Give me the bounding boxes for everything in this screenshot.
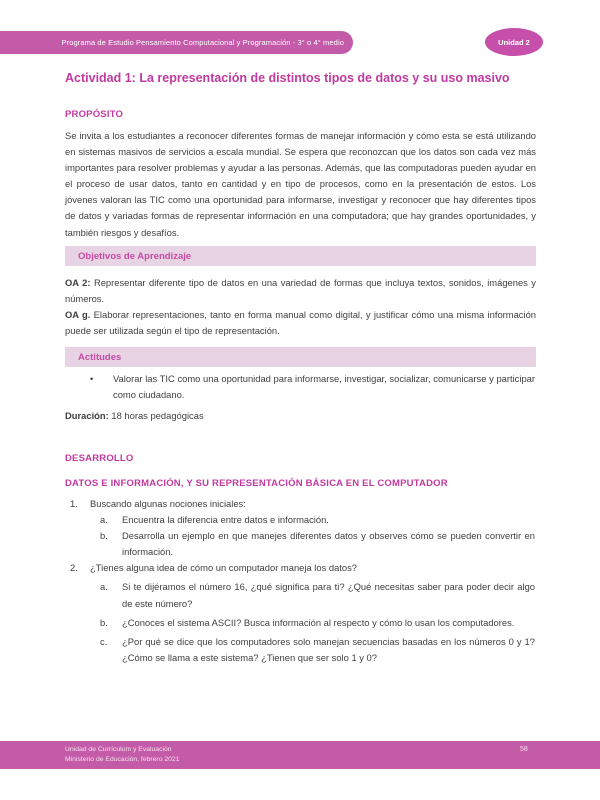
- datos-subheading: DATOS E INFORMACIÓN, Y SU REPRESENTACIÓN BÁSICA EN EL COMPUTADOR: [65, 478, 448, 489]
- actitudes-banner: [65, 347, 536, 367]
- list-item-1-number: 1.: [70, 498, 78, 509]
- footer-bar: [0, 741, 600, 769]
- list-item-2b: [100, 615, 535, 631]
- unit-badge-label: Unidad 2: [498, 37, 530, 47]
- proposito-heading: PROPÓSITO: [65, 109, 124, 120]
- footer-credits: [65, 745, 179, 764]
- page-number: 58: [520, 746, 528, 753]
- list-item-1b-text: Desarrolla un ejemplo en que manejes diferentes datos y observes cómo se pueden convertir en información.: [122, 530, 535, 558]
- duracion-text: 18 horas pedagógicas: [108, 410, 204, 421]
- oag-paragraph: [65, 307, 536, 339]
- oa2-text: Representar diferente tipo de datos en una variedad de formas que incluya textos, sonidos, imágenes y números.: [65, 277, 536, 305]
- list-item-1b-letter: b.: [100, 530, 108, 542]
- oa2-label: OA 2:: [65, 277, 91, 288]
- list-item-2-text: ¿Tienes alguna idea de cómo un computador maneja los datos?: [90, 562, 358, 574]
- activity-list: [65, 496, 535, 666]
- proposito-paragraph: Se invita a los estudiantes a reconocer diferentes formas de manejar información y cómo esta se está utilizando en sistemas masivos de servicios a escala mundial. Se espera que reconozcan que los datos son cada vez más importantes para resolver problemas y ayudar a las personas. Además, que las computadoras pueden ayudar en el proceso de usar datos, tanto en cantidad y en tipo de procesos, como en la presentación de estos. Los jóvenes valoran las TIC como una oportunidad para informarse, investigar y reconocer que hay diferentes tipos de datos y variadas formas de representar información en una computadora; que hay grandes oportunidades, y también riesgos y desafíos.: [65, 130, 536, 238]
- list-item-2a-letter: a.: [100, 581, 108, 593]
- header-ribbon: [0, 31, 353, 54]
- objetivos-banner-label: Objetivos de Aprendizaje: [78, 250, 192, 262]
- activity-title: Actividad 1: La representación de distintos tipos de datos y su uso masivo: [65, 71, 510, 85]
- list-item-1a-text: Encuentra la diferencia entre datos e información.: [122, 514, 329, 526]
- actitudes-banner-label: Actitudes: [78, 351, 122, 363]
- actitudes-bullet-item: [90, 371, 535, 403]
- list-item-2c: [100, 634, 535, 666]
- list-item-1a: [100, 512, 535, 528]
- bullet-marker: •: [90, 373, 94, 384]
- list-item-2b-text: ¿Conoces el sistema ASCII? Busca información al respecto y cómo lo usan los computadores.: [122, 616, 515, 628]
- list-item-1-text: Buscando algunas nociones iniciales:: [90, 498, 246, 509]
- list-item-1b: [100, 528, 535, 560]
- oag-label: OA g.: [65, 309, 91, 320]
- list-item-1: [65, 496, 535, 512]
- footer-line2: Ministerio de Educación, febrero 2021: [65, 755, 180, 763]
- oa2-paragraph: [65, 275, 536, 307]
- oag-text: Elaborar representaciones, tanto en forma manual como digital, y justificar cómo una misma información puede ser utilizada según el tipo de representación.: [65, 309, 537, 337]
- list-item-1a-letter: a.: [100, 514, 108, 526]
- list-item-2a: [100, 579, 535, 611]
- list-item-2b-letter: b.: [100, 616, 108, 628]
- desarrollo-heading: DESARROLLO: [65, 453, 134, 464]
- list-item-2a-text: Si te dijéramos el número 16, ¿qué significa para ti? ¿Qué necesitas saber para poder decir algo de este número?: [122, 581, 535, 609]
- list-item-2-number: 2.: [70, 562, 78, 574]
- list-item-2c-text: ¿Por qué se dice que los computadores solo manejan secuencias basadas en los números 0 y 1? ¿Cómo se llama a este sistema? ¿Tienen que ser solo 1 y 0?: [122, 635, 535, 663]
- header-ribbon-label: Programa de Estudio Pensamiento Computacional y Programación - 3° o 4° medio: [61, 38, 344, 47]
- footer-line1: Unidad de Currículum y Evaluación: [65, 746, 172, 753]
- duracion-line: [65, 410, 204, 421]
- list-item-2c-letter: c.: [100, 635, 108, 647]
- list-item-2: [65, 560, 535, 576]
- objetivos-banner: [65, 246, 536, 266]
- unit-badge: [485, 28, 543, 56]
- duracion-label: Duración:: [65, 410, 109, 421]
- actitudes-bullet-text: Valorar las TIC como una oportunidad para informarse, investigar, socializar, comunicarse y participar como ciudadano.: [113, 373, 535, 401]
